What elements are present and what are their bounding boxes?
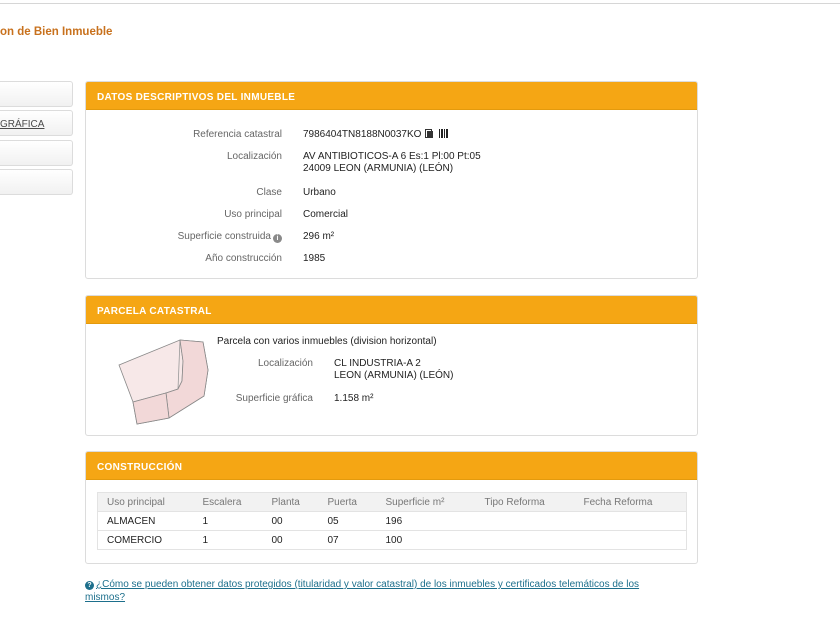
superficie-row <box>86 231 697 245</box>
sidebar-item-3[interactable] <box>0 140 73 166</box>
help-link-line2: mismos? <box>85 592 126 603</box>
uso-row <box>86 209 697 223</box>
localizacion-value <box>303 151 481 175</box>
localizacion-line1: AV ANTIBIOTICOS-A 6 Es:1 Pl:00 Pt:05 <box>303 151 481 162</box>
col-fecha-reforma: Fecha Reforma <box>575 493 687 512</box>
cell-planta: 00 <box>263 512 319 531</box>
anio-label: Año construcción <box>205 253 282 264</box>
superficie-label-wrap <box>178 231 282 243</box>
cell-escalera: 1 <box>194 512 263 531</box>
parcel-header: PARCELA CATASTRAL <box>86 296 697 324</box>
superficie-value: 296 m² <box>303 231 335 242</box>
superficie-label: Superficie construida <box>177 231 271 242</box>
parcel-localizacion-line2: LEON (ARMUNIA) (LEÓN) <box>334 370 454 381</box>
referencia-row <box>86 129 697 143</box>
parcel-superficie-value: 1.158 m² <box>334 393 374 404</box>
parcel-panel <box>85 295 698 436</box>
clase-label: Clase <box>256 187 282 198</box>
descriptive-data-header: DATOS DESCRIPTIVOS DEL INMUEBLE <box>86 82 697 110</box>
sidebar-item-grafica[interactable] <box>0 110 73 136</box>
parcel-superficie-label-wrap <box>86 393 313 407</box>
localizacion-row <box>86 151 697 179</box>
cell-tipo-reforma <box>476 512 575 531</box>
top-divider <box>0 3 840 4</box>
col-escalera: Escalera <box>194 493 263 512</box>
clase-row <box>86 187 697 201</box>
sidebar-item-1[interactable] <box>0 81 73 107</box>
table-header-row <box>98 493 687 512</box>
cell-superficie: 196 <box>377 512 476 531</box>
cell-fecha-reforma <box>575 531 687 550</box>
descriptive-data-panel <box>85 81 698 279</box>
sidebar-item-4[interactable] <box>0 169 73 195</box>
anio-value: 1985 <box>303 253 326 264</box>
parcel-superficie-label: Superficie gráfica <box>235 393 313 404</box>
help-link-line1: ¿Cómo se pueden obtener datos protegidos (titularidad y valor catastral) de los inmuebles y certificados telemáticos de los <box>96 579 640 590</box>
parcel-localizacion-label-wrap <box>86 358 313 372</box>
referencia-value <box>303 129 449 141</box>
cell-superficie: 100 <box>377 531 476 550</box>
parcel-localizacion-line1: CL INDUSTRIA-A 2 <box>334 358 421 369</box>
parcel-intro: Parcela con varios inmuebles (division horizontal) <box>217 336 437 347</box>
help-section <box>85 578 685 604</box>
referencia-text: 7986404TN8188N0037KO <box>303 129 422 140</box>
cell-uso: COMERCIO <box>98 531 194 550</box>
sidebar-item-label: GRÁFICA <box>0 119 45 130</box>
cell-uso: ALMACEN <box>98 512 194 531</box>
question-icon: ? <box>85 581 94 590</box>
clase-value: Urbano <box>303 187 336 198</box>
protected-data-link[interactable] <box>85 579 639 603</box>
col-superficie: Superficie m² <box>377 493 476 512</box>
col-uso: Uso principal <box>98 493 194 512</box>
cell-tipo-reforma <box>476 531 575 550</box>
construction-header: CONSTRUCCIÓN <box>86 452 697 480</box>
table-row <box>98 512 687 531</box>
referencia-label: Referencia catastral <box>193 129 282 140</box>
cell-puerta: 05 <box>319 512 377 531</box>
localizacion-label: Localización <box>226 151 282 162</box>
cell-escalera: 1 <box>194 531 263 550</box>
info-icon[interactable]: i <box>273 234 282 243</box>
uso-value: Comercial <box>303 209 349 220</box>
construction-panel <box>85 451 698 564</box>
anio-row <box>86 253 697 267</box>
cell-planta: 00 <box>263 531 319 550</box>
localizacion-line2: 24009 LEON (ARMUNIA) (LEÓN) <box>303 163 454 174</box>
table-row <box>98 531 687 550</box>
parcel-map[interactable] <box>116 336 216 426</box>
parcel-localizacion-lines <box>334 358 453 382</box>
construction-table <box>97 492 687 550</box>
barcode-icon[interactable] <box>439 129 449 138</box>
col-tipo-reforma: Tipo Reforma <box>476 493 575 512</box>
copy-icon[interactable] <box>425 129 433 138</box>
cell-fecha-reforma <box>575 512 687 531</box>
page-title: on de Bien Inmueble <box>0 26 113 38</box>
parcel-localizacion-label: Localización <box>257 358 313 369</box>
col-planta: Planta <box>263 493 319 512</box>
uso-label: Uso principal <box>224 209 282 220</box>
cell-puerta: 07 <box>319 531 377 550</box>
col-puerta: Puerta <box>319 493 377 512</box>
